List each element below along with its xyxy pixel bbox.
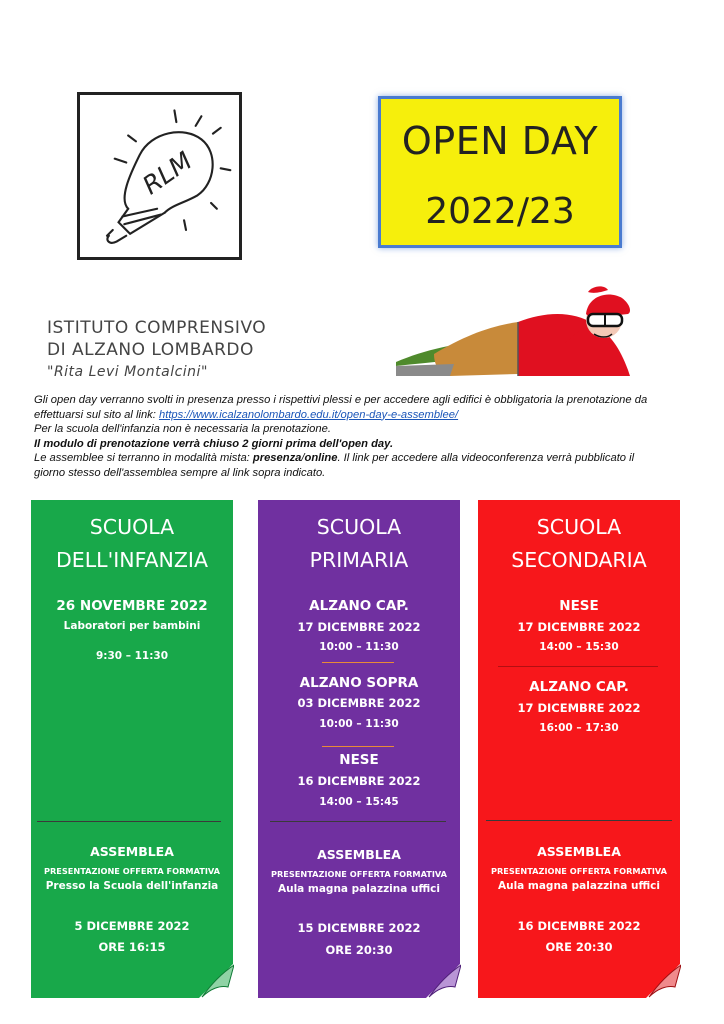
info-paragraph-3: Il modulo di prenotazione verrà chiuso 2 giorni prima dell'open day. <box>34 437 394 450</box>
secondaria-title <box>478 511 680 577</box>
primaria-event-date: 03 DICEMBRE 2022 <box>297 696 421 710</box>
secondaria-assembly-date: 16 DICEMBRE 2022 <box>517 919 641 933</box>
primaria-column <box>258 500 460 998</box>
infanzia-offer: PRESENTAZIONE OFFERTA FORMATIVA <box>43 866 221 876</box>
primaria-title <box>258 511 460 577</box>
secondaria-title-line-2: SECONDARIA <box>511 548 647 572</box>
primaria-event-divider <box>322 662 394 663</box>
primaria-assembly-date: 15 DICEMBRE 2022 <box>297 921 421 935</box>
open-day-badge <box>378 96 622 248</box>
secondaria-event-place: ALZANO CAP. <box>529 679 629 695</box>
primaria-title-line-2: PRIMARIA <box>309 548 409 572</box>
primaria-divider <box>270 821 446 822</box>
infanzia-title-line-1: SCUOLA <box>89 515 175 539</box>
primaria-event-date: 16 DICEMBRE 2022 <box>297 774 421 788</box>
booking-link[interactable]: https://www.icalzanolombardo.edu.it/open-day-e-assemblee/ <box>158 408 459 421</box>
mascot-illustration <box>394 284 644 380</box>
primaria-event-time: 10:00 – 11:30 <box>319 641 399 653</box>
infanzia-title <box>31 511 233 577</box>
info-mode-slash: / <box>301 452 305 465</box>
lightbulb-icon <box>80 95 239 257</box>
page-curl-icon <box>425 963 461 999</box>
infanzia-assembly-date: 5 DICEMBRE 2022 <box>74 919 190 933</box>
primaria-title-line-1: SCUOLA <box>316 515 402 539</box>
badge-year: 2022/23 <box>425 191 575 232</box>
primaria-event-time: 14:00 – 15:45 <box>319 796 399 808</box>
secondaria-event-divider <box>498 666 658 667</box>
primaria-event-time: 10:00 – 11:30 <box>319 718 399 730</box>
infanzia-assembly-time: ORE 16:15 <box>98 940 166 954</box>
secondaria-event-time: 14:00 – 15:30 <box>539 641 619 653</box>
info-mode-text: Le assemblee si terranno in modalità mista: <box>34 452 253 465</box>
primaria-event-place: ALZANO CAP. <box>309 598 409 614</box>
page-curl-icon <box>645 963 681 999</box>
primaria-offer: PRESENTAZIONE OFFERTA FORMATIVA <box>270 869 448 879</box>
primaria-event-place: NESE <box>339 752 379 768</box>
school-logo <box>77 92 242 260</box>
info-text <box>34 393 656 481</box>
institute-line-2: DI ALZANO LOMBARDO <box>47 340 254 360</box>
primaria-assembly: ASSEMBLEA <box>317 847 401 862</box>
infanzia-column <box>31 500 233 998</box>
infanzia-venue: Presso la Scuola dell'infanzia <box>45 880 219 892</box>
institute-name <box>47 318 266 381</box>
primaria-event-divider <box>322 746 394 747</box>
infanzia-assembly: ASSEMBLEA <box>90 844 174 859</box>
secondaria-event-time: 16:00 – 17:30 <box>539 722 619 734</box>
infanzia-subtitle: Laboratori per bambini <box>63 620 201 632</box>
secondaria-assembly-time: ORE 20:30 <box>545 940 613 954</box>
secondaria-event-date: 17 DICEMBRE 2022 <box>517 620 641 634</box>
primaria-assembly-time: ORE 20:30 <box>325 943 393 957</box>
secondaria-offer: PRESENTAZIONE OFFERTA FORMATIVA <box>490 866 668 876</box>
infanzia-time: 9:30 – 11:30 <box>95 650 169 662</box>
primaria-event-date: 17 DICEMBRE 2022 <box>297 620 421 634</box>
info-mode-online: online <box>304 452 338 465</box>
infanzia-date: 26 NOVEMBRE 2022 <box>56 598 208 614</box>
info-mode-rest: . Il link per accedere alla videoconferenza verrà pubblicato il giorno stesso dell'assemblea sempre al link sopra indicato. <box>34 452 635 479</box>
primaria-event-place: ALZANO SOPRA <box>299 675 419 691</box>
secondaria-title-line-1: SCUOLA <box>536 515 622 539</box>
infanzia-title-line-2: DELL'INFANZIA <box>56 548 208 572</box>
secondaria-divider <box>486 820 672 821</box>
info-booking-text: Gli open day verranno svolti in presenza presso i rispettivi plessi e per accedere agli edifici è obbligatoria la prenotazione da effettuarsi sul sito al link: <box>34 394 648 421</box>
secondaria-event-date: 17 DICEMBRE 2022 <box>517 701 641 715</box>
page-curl-icon <box>198 963 234 999</box>
institute-line-1: ISTITUTO COMPRENSIVO <box>47 318 267 338</box>
badge-title: OPEN DAY <box>401 119 599 163</box>
secondaria-column <box>478 500 680 998</box>
secondaria-assembly: ASSEMBLEA <box>537 844 621 859</box>
info-paragraph-2: Per la scuola dell'infanzia non è necessaria la prenotazione. <box>34 423 331 436</box>
secondaria-venue: Aula magna palazzina uffici <box>497 880 661 892</box>
info-paragraph-1 <box>34 393 656 422</box>
secondaria-event-place: NESE <box>559 598 599 614</box>
info-paragraph-4 <box>34 451 656 480</box>
logo-monogram: RLM <box>137 146 198 201</box>
info-mode-presence: presenza <box>252 452 302 465</box>
institute-line-3: "Rita Levi Montalcini" <box>47 364 208 380</box>
infanzia-divider <box>37 821 221 822</box>
primaria-venue: Aula magna palazzina uffici <box>277 883 441 895</box>
